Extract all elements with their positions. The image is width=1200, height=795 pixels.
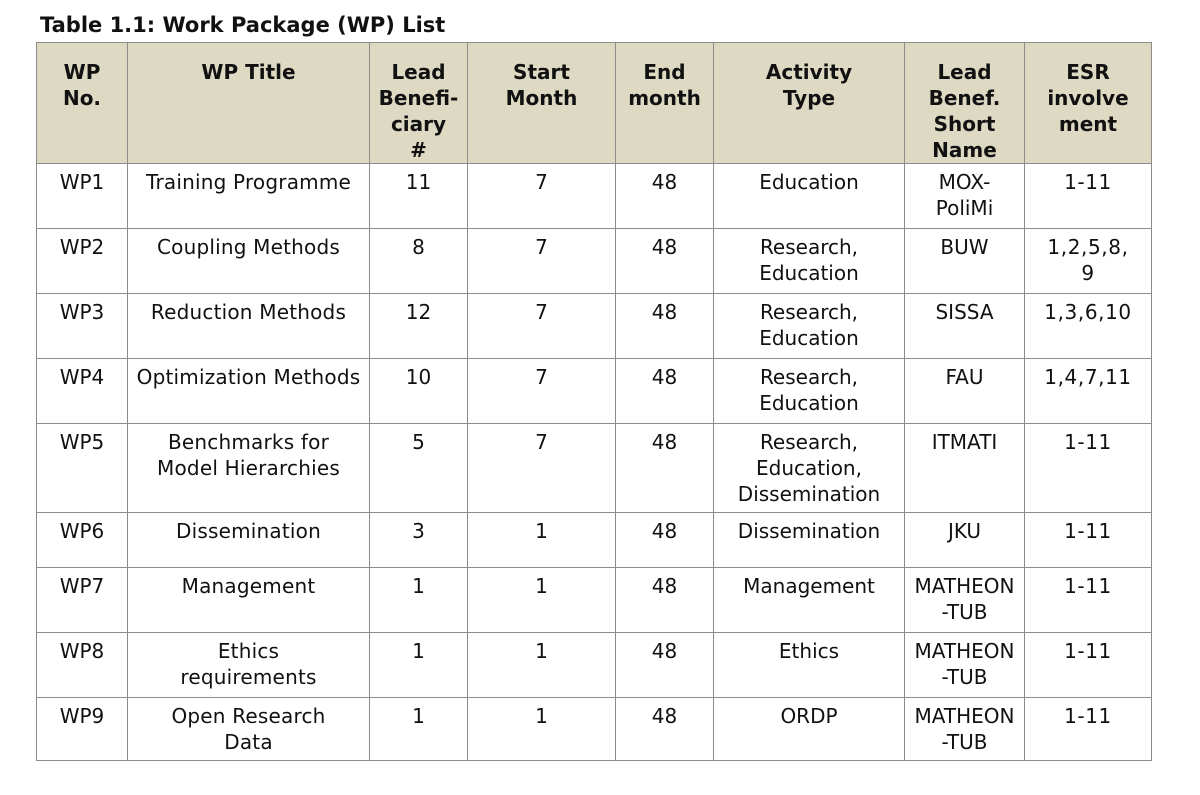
cell-end-month: 48 [616,164,714,229]
table-row [37,359,1152,424]
cell-lead-beneficiary: 10 [370,359,468,424]
cell-wp-title: Dissemination [128,513,370,568]
table-caption: Table 1.1: Work Package (WP) List [40,13,446,37]
cell-wp-no: WP2 [37,229,128,294]
col-header-lead-beneficiary: Lead Benefi- ciary # [370,43,468,164]
table-row [37,424,1152,513]
cell-activity-type: Research, Education [714,294,905,359]
cell-wp-no: WP5 [37,424,128,513]
col-header-esr: ESR involve ment [1025,43,1152,164]
work-package-table [36,42,1152,761]
cell-end-month: 48 [616,633,714,698]
cell-start-month: 7 [468,294,616,359]
cell-lead-beneficiary: 8 [370,229,468,294]
cell-short-name: JKU [905,513,1025,568]
cell-esr: 1,2,5,8, 9 [1025,229,1152,294]
cell-activity-type: ORDP [714,698,905,761]
cell-start-month: 7 [468,424,616,513]
cell-activity-type: Dissemination [714,513,905,568]
cell-wp-no: WP8 [37,633,128,698]
table-row [37,229,1152,294]
cell-short-name: MATHEON -TUB [905,633,1025,698]
cell-start-month: 1 [468,568,616,633]
cell-end-month: 48 [616,294,714,359]
col-header-end-month: End month [616,43,714,164]
cell-lead-beneficiary: 1 [370,698,468,761]
col-header-short-name: Lead Benef. Short Name [905,43,1025,164]
cell-short-name: MOX- PoliMi [905,164,1025,229]
cell-wp-title: Training Programme [128,164,370,229]
col-header-activity-type: Activity Type [714,43,905,164]
cell-end-month: 48 [616,698,714,761]
cell-short-name: BUW [905,229,1025,294]
cell-activity-type: Research, Education, Dissemination [714,424,905,513]
table-row [37,294,1152,359]
cell-short-name: MATHEON -TUB [905,698,1025,761]
cell-esr: 1-11 [1025,424,1152,513]
cell-short-name: MATHEON -TUB [905,568,1025,633]
cell-lead-beneficiary: 5 [370,424,468,513]
cell-wp-title: Benchmarks for Model Hierarchies [128,424,370,513]
cell-activity-type: Education [714,164,905,229]
cell-lead-beneficiary: 1 [370,633,468,698]
cell-esr: 1,4,7,11 [1025,359,1152,424]
col-header-start-month: Start Month [468,43,616,164]
cell-wp-title: Coupling Methods [128,229,370,294]
cell-wp-title: Management [128,568,370,633]
table-row [37,633,1152,698]
cell-esr: 1-11 [1025,568,1152,633]
cell-lead-beneficiary: 12 [370,294,468,359]
cell-start-month: 7 [468,229,616,294]
cell-wp-no: WP4 [37,359,128,424]
cell-wp-no: WP9 [37,698,128,761]
cell-activity-type: Research, Education [714,359,905,424]
cell-lead-beneficiary: 1 [370,568,468,633]
cell-esr: 1-11 [1025,164,1152,229]
header-row [37,43,1152,164]
cell-wp-title: Ethics requirements [128,633,370,698]
cell-end-month: 48 [616,513,714,568]
cell-activity-type: Ethics [714,633,905,698]
cell-short-name: SISSA [905,294,1025,359]
col-header-wp-title: WP Title [128,43,370,164]
cell-wp-title: Optimization Methods [128,359,370,424]
table-row [37,164,1152,229]
cell-end-month: 48 [616,424,714,513]
cell-start-month: 1 [468,698,616,761]
cell-short-name: ITMATI [905,424,1025,513]
cell-lead-beneficiary: 3 [370,513,468,568]
cell-esr: 1-11 [1025,513,1152,568]
col-header-wp-no: WP No. [37,43,128,164]
cell-short-name: FAU [905,359,1025,424]
cell-start-month: 1 [468,633,616,698]
cell-esr: 1-11 [1025,698,1152,761]
cell-start-month: 1 [468,513,616,568]
cell-esr: 1-11 [1025,633,1152,698]
table-row [37,568,1152,633]
cell-activity-type: Management [714,568,905,633]
cell-lead-beneficiary: 11 [370,164,468,229]
cell-esr: 1,3,6,10 [1025,294,1152,359]
cell-activity-type: Research, Education [714,229,905,294]
cell-end-month: 48 [616,568,714,633]
cell-wp-title: Reduction Methods [128,294,370,359]
cell-wp-no: WP7 [37,568,128,633]
cell-start-month: 7 [468,359,616,424]
cell-end-month: 48 [616,359,714,424]
cell-end-month: 48 [616,229,714,294]
cell-wp-title: Open Research Data [128,698,370,761]
table-row [37,698,1152,761]
cell-wp-no: WP3 [37,294,128,359]
cell-wp-no: WP1 [37,164,128,229]
table-row [37,513,1152,568]
cell-start-month: 7 [468,164,616,229]
cell-wp-no: WP6 [37,513,128,568]
